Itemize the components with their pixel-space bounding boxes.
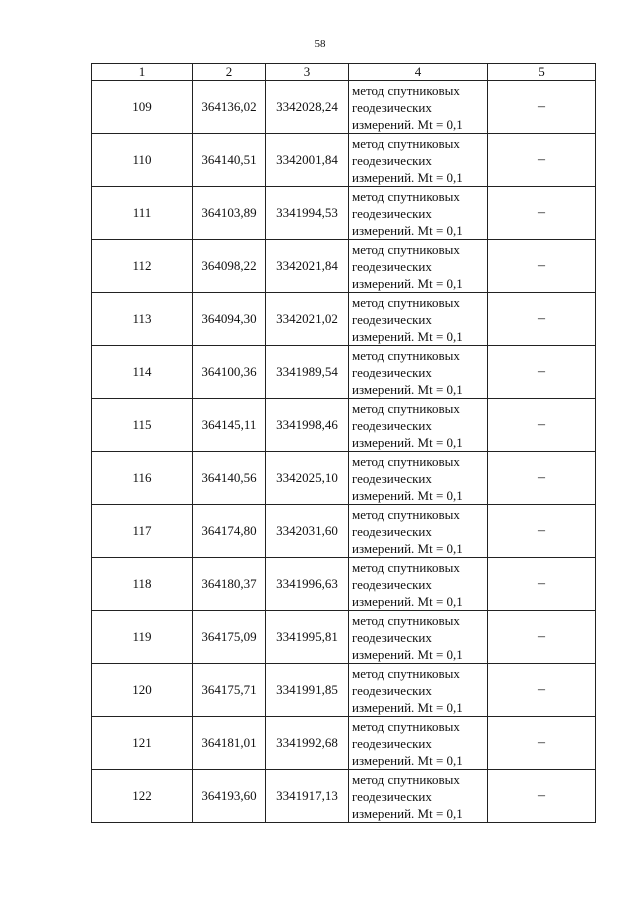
point-number-cell: 112 — [92, 240, 193, 293]
point-number-cell: 114 — [92, 346, 193, 399]
coordinate-x-cell: 364103,89 — [193, 187, 266, 240]
coordinate-x-cell: 364094,30 — [193, 293, 266, 346]
header-row — [92, 64, 596, 81]
coordinate-y-cell: 3342001,84 — [266, 134, 349, 187]
coordinate-x-cell: 364098,22 — [193, 240, 266, 293]
table-row — [92, 399, 596, 452]
method-line-1: метод спутниковых — [352, 241, 460, 257]
table-row — [92, 187, 596, 240]
table-row — [92, 558, 596, 611]
method-line-3: измерений. Mt = 0,1 — [352, 381, 463, 397]
coordinate-y-cell: 3341992,68 — [266, 717, 349, 770]
coordinate-x-cell: 364175,71 — [193, 664, 266, 717]
method-cell — [349, 452, 488, 505]
note-cell: – — [488, 558, 596, 611]
table-row — [92, 770, 596, 823]
method-line-2: геодезических — [352, 205, 432, 221]
method-line-3: измерений. Mt = 0,1 — [352, 593, 463, 609]
method-line-2: геодезических — [352, 682, 432, 698]
method-line-1: метод спутниковых — [352, 665, 460, 681]
column-header-3: 3 — [266, 64, 349, 81]
table-row — [92, 664, 596, 717]
method-line-1: метод спутниковых — [352, 453, 460, 469]
point-number-cell: 115 — [92, 399, 193, 452]
method-line-3: измерений. Mt = 0,1 — [352, 434, 463, 450]
method-line-2: геодезических — [352, 788, 432, 804]
method-cell — [349, 187, 488, 240]
method-line-3: измерений. Mt = 0,1 — [352, 169, 463, 185]
note-cell: – — [488, 664, 596, 717]
method-line-2: геодезических — [352, 99, 432, 115]
method-line-1: метод спутниковых — [352, 294, 460, 310]
method-line-1: метод спутниковых — [352, 559, 460, 575]
coordinate-x-cell: 364140,51 — [193, 134, 266, 187]
point-number-cell: 109 — [92, 81, 193, 134]
point-number-cell: 116 — [92, 452, 193, 505]
coordinate-y-cell: 3341989,54 — [266, 346, 349, 399]
method-line-1: метод спутниковых — [352, 347, 460, 363]
method-line-2: геодезических — [352, 523, 432, 539]
method-line-3: измерений. Mt = 0,1 — [352, 646, 463, 662]
method-line-1: метод спутниковых — [352, 82, 460, 98]
method-cell — [349, 240, 488, 293]
method-cell — [349, 611, 488, 664]
point-number-cell: 121 — [92, 717, 193, 770]
note-cell: – — [488, 452, 596, 505]
coordinate-y-cell: 3342021,84 — [266, 240, 349, 293]
point-number-cell: 122 — [92, 770, 193, 823]
coordinate-x-cell: 364174,80 — [193, 505, 266, 558]
note-cell: – — [488, 346, 596, 399]
method-line-1: метод спутниковых — [352, 188, 460, 204]
note-cell: – — [488, 134, 596, 187]
table-body — [92, 81, 596, 823]
point-number-cell: 111 — [92, 187, 193, 240]
method-cell — [349, 134, 488, 187]
method-cell — [349, 770, 488, 823]
coordinate-y-cell: 3342021,02 — [266, 293, 349, 346]
coordinate-y-cell: 3342031,60 — [266, 505, 349, 558]
method-cell — [349, 399, 488, 452]
coordinate-y-cell: 3342028,24 — [266, 81, 349, 134]
point-number-cell: 117 — [92, 505, 193, 558]
column-header-1: 1 — [92, 64, 193, 81]
point-number-cell: 120 — [92, 664, 193, 717]
coordinate-y-cell: 3341994,53 — [266, 187, 349, 240]
method-line-3: измерений. Mt = 0,1 — [352, 116, 463, 132]
method-line-2: геодезических — [352, 735, 432, 751]
column-header-4: 4 — [349, 64, 488, 81]
coordinate-x-cell: 364175,09 — [193, 611, 266, 664]
method-line-3: измерений. Mt = 0,1 — [352, 487, 463, 503]
table-row — [92, 293, 596, 346]
method-line-1: метод спутниковых — [352, 400, 460, 416]
note-cell: – — [488, 81, 596, 134]
method-cell — [349, 293, 488, 346]
method-line-3: измерений. Mt = 0,1 — [352, 540, 463, 556]
coordinates-table — [91, 63, 596, 823]
method-line-2: геодезических — [352, 629, 432, 645]
coordinate-x-cell: 364140,56 — [193, 452, 266, 505]
method-line-3: измерений. Mt = 0,1 — [352, 805, 463, 821]
note-cell: – — [488, 717, 596, 770]
method-line-1: метод спутниковых — [352, 771, 460, 787]
method-cell — [349, 558, 488, 611]
table-row — [92, 452, 596, 505]
coordinate-x-cell: 364136,02 — [193, 81, 266, 134]
coordinate-y-cell: 3342025,10 — [266, 452, 349, 505]
note-cell: – — [488, 399, 596, 452]
coordinate-y-cell: 3341917,13 — [266, 770, 349, 823]
method-line-2: геодезических — [352, 364, 432, 380]
coordinate-x-cell: 364193,60 — [193, 770, 266, 823]
method-line-1: метод спутниковых — [352, 135, 460, 151]
point-number-cell: 119 — [92, 611, 193, 664]
table-row — [92, 81, 596, 134]
method-cell — [349, 505, 488, 558]
method-line-2: геодезических — [352, 152, 432, 168]
method-cell — [349, 346, 488, 399]
table-header — [92, 64, 596, 81]
method-line-3: измерений. Mt = 0,1 — [352, 275, 463, 291]
method-line-3: измерений. Mt = 0,1 — [352, 222, 463, 238]
note-cell: – — [488, 187, 596, 240]
method-line-3: измерений. Mt = 0,1 — [352, 328, 463, 344]
method-line-2: геодезических — [352, 417, 432, 433]
coordinate-x-cell: 364100,36 — [193, 346, 266, 399]
point-number-cell: 113 — [92, 293, 193, 346]
method-cell — [349, 717, 488, 770]
point-number-cell: 118 — [92, 558, 193, 611]
note-cell: – — [488, 293, 596, 346]
note-cell: – — [488, 770, 596, 823]
method-line-2: геодезических — [352, 470, 432, 486]
note-cell: – — [488, 240, 596, 293]
method-line-1: метод спутниковых — [352, 612, 460, 628]
coordinate-y-cell: 3341998,46 — [266, 399, 349, 452]
table-row — [92, 346, 596, 399]
note-cell: – — [488, 505, 596, 558]
page-number: 58 — [314, 38, 326, 50]
table-row — [92, 240, 596, 293]
column-header-5: 5 — [488, 64, 596, 81]
table-row — [92, 505, 596, 558]
table-row — [92, 611, 596, 664]
coordinate-y-cell: 3341991,85 — [266, 664, 349, 717]
coordinate-y-cell: 3341995,81 — [266, 611, 349, 664]
method-line-3: измерений. Mt = 0,1 — [352, 752, 463, 768]
note-cell: – — [488, 611, 596, 664]
point-number-cell: 110 — [92, 134, 193, 187]
method-line-1: метод спутниковых — [352, 718, 460, 734]
coordinate-x-cell: 364181,01 — [193, 717, 266, 770]
table-row — [92, 134, 596, 187]
coordinate-y-cell: 3341996,63 — [266, 558, 349, 611]
method-line-3: измерений. Mt = 0,1 — [352, 699, 463, 715]
table-row — [92, 717, 596, 770]
method-cell — [349, 81, 488, 134]
method-line-1: метод спутниковых — [352, 506, 460, 522]
method-line-2: геодезических — [352, 311, 432, 327]
method-line-2: геодезических — [352, 576, 432, 592]
method-line-2: геодезических — [352, 258, 432, 274]
column-header-2: 2 — [193, 64, 266, 81]
method-cell — [349, 664, 488, 717]
coordinate-x-cell: 364180,37 — [193, 558, 266, 611]
coordinate-x-cell: 364145,11 — [193, 399, 266, 452]
